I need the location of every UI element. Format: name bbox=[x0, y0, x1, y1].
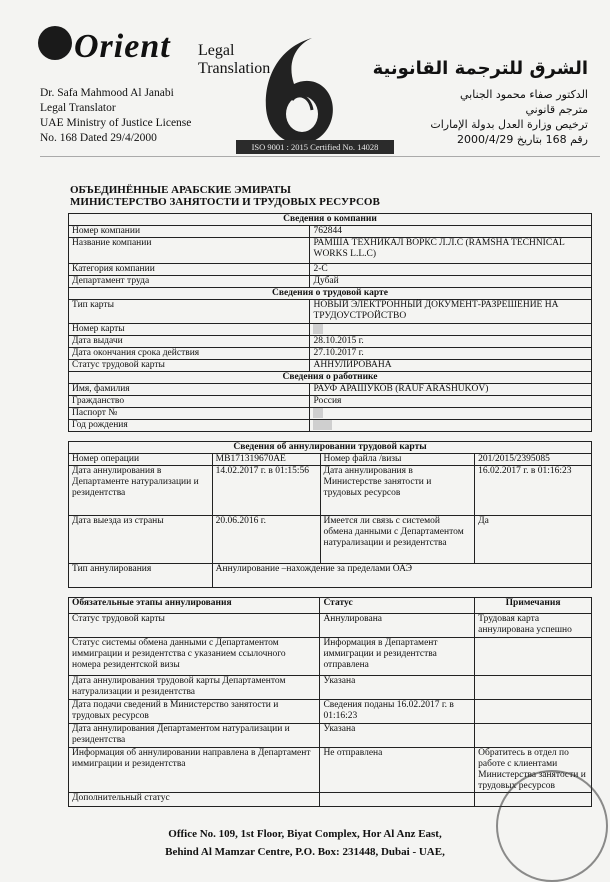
section-card: Сведения о трудовой карте bbox=[69, 288, 592, 300]
value-labor-dept: Дубай bbox=[310, 276, 592, 288]
stage-row-status: Указана bbox=[320, 676, 475, 700]
stage-row-status: Сведения поданы 16.02.2017 г. в 01:16:23 bbox=[320, 700, 475, 724]
label-card-type: Тип карты bbox=[69, 300, 310, 324]
label-file-number: Номер файла /визы bbox=[320, 454, 475, 466]
logo-subtitle: Legal Translation bbox=[198, 42, 271, 77]
value-exit-date: 20.06.2016 г. bbox=[212, 516, 320, 564]
doc-title-1: ОБЪЕДИНЁННЫЕ АРАБСКИЕ ЭМИРАТЫ bbox=[70, 184, 291, 196]
value-company-category: 2-С bbox=[310, 264, 592, 276]
arabic-license: ترخيص وزارة العدل بدولة الإمارات bbox=[430, 118, 588, 131]
value-full-name: РАУФ АРАШУКОВ (RAUF ARASHUKOV) bbox=[310, 384, 592, 396]
value-card-type: НОВЫЙ ЭЛЕКТРОННЫЙ ДОКУМЕНТ-РАЗРЕШЕНИЕ НА ТРУДОУСТРОЙСТВО bbox=[310, 300, 592, 324]
footer-address-1: Office No. 109, 1st Floor, Biyat Complex, Hor Al Anz East, bbox=[168, 828, 442, 840]
stages-table bbox=[68, 597, 592, 807]
value-expiry-date: 27.10.2017 г. bbox=[310, 348, 592, 360]
footer-address-2: Behind Al Mamzar Centre, P.O. Box: 231448, Dubai - UAE, bbox=[165, 846, 445, 858]
translator-title: Legal Translator bbox=[40, 102, 116, 114]
label-citizenship: Гражданство bbox=[69, 396, 310, 408]
value-issue-date: 28.10.2015 г. bbox=[310, 336, 592, 348]
label-company-name: Название компании bbox=[69, 238, 310, 264]
label-labor-dept: Департамент труда bbox=[69, 276, 310, 288]
iso-badge: ISO 9001 : 2015 Certified No. 14028 bbox=[236, 140, 394, 154]
label-exit-date: Дата выезда из страны bbox=[69, 516, 213, 564]
value-company-name: РАМША ТЕХНИКАЛ ВОРКС Л.Л.С (RAMSHA TECHNICAL WORKS L.L.C) bbox=[310, 238, 592, 264]
stage-row-label: Дата аннулирования трудовой карты Департаментом натурализации и резидентства bbox=[69, 676, 320, 700]
stage-row-status: Информация в Департамент иммиграции и резидентства отправлена bbox=[320, 638, 475, 676]
orient-logo-icon bbox=[38, 26, 72, 60]
label-date-naturalization: Дата аннулирования в Департаменте натурализации и резидентства bbox=[69, 466, 213, 516]
license-line: UAE Ministry of Justice License bbox=[40, 117, 192, 129]
label-expiry-date: Дата окончания срока действия bbox=[69, 348, 310, 360]
stages-head-notes: Примечания bbox=[475, 598, 592, 614]
value-file-number: 201/2015/2395085 bbox=[475, 454, 592, 466]
section-company: Сведения о компании bbox=[69, 214, 592, 226]
translator-stamp bbox=[496, 770, 608, 882]
stage-row-label: Статус трудовой карты bbox=[69, 614, 320, 638]
value-birth-year bbox=[310, 420, 592, 432]
stage-row-note bbox=[475, 700, 592, 724]
arabic-name: الدكتور صفاء محمود الجنابي bbox=[460, 88, 588, 101]
stages-head-status: Статус bbox=[320, 598, 475, 614]
stage-row-label: Статус системы обмена данными с Департаментом иммиграции и резидентства с указанием ссылочного номера резидентской визы bbox=[69, 638, 320, 676]
label-date-ministry: Дата аннулирования в Министерстве занятости и трудовых ресурсов bbox=[320, 466, 475, 516]
label-passport: Паспорт № bbox=[69, 408, 310, 420]
stages-head-stage: Обязательные этапы аннулирования bbox=[69, 598, 320, 614]
stage-row-status bbox=[320, 793, 475, 807]
license-number: No. 168 Dated 29/4/2000 bbox=[40, 132, 157, 144]
stage-row-note: Обратитесь в отдел по работе с клиентами Министерства занятости и трудовых ресурсов bbox=[475, 748, 592, 793]
logo-wordmark: Orient bbox=[74, 28, 171, 65]
value-passport bbox=[310, 408, 592, 420]
label-company-category: Категория компании bbox=[69, 264, 310, 276]
arabic-date: رقم 168 بتاريخ 2000/4/29 bbox=[457, 133, 588, 146]
emblem-six-icon bbox=[252, 30, 344, 150]
arabic-title: مترجم قانوني bbox=[525, 103, 588, 116]
section-cancel: Сведения об аннулировании трудовой карты bbox=[69, 442, 592, 454]
header-rule bbox=[40, 156, 600, 157]
stage-row-label: Информация об аннулировании направлена в Департамент иммиграции и резидентства bbox=[69, 748, 320, 793]
label-operation-number: Номер операции bbox=[69, 454, 213, 466]
info-table bbox=[68, 213, 592, 432]
doc-title-2: МИНИСТЕРСТВО ЗАНЯТОСТИ И ТРУДОВЫХ РЕСУРСОВ bbox=[70, 196, 380, 208]
stage-row-label: Дополнительный статус bbox=[69, 793, 320, 807]
stage-row-note bbox=[475, 724, 592, 748]
value-citizenship: Россия bbox=[310, 396, 592, 408]
label-birth-year: Год рождения bbox=[69, 420, 310, 432]
section-worker: Сведения о работнике bbox=[69, 372, 592, 384]
value-system-link: Да bbox=[475, 516, 592, 564]
value-cancel-type: Аннулирование –нахождение за пределами ОАЭ bbox=[212, 564, 591, 588]
label-company-number: Номер компании bbox=[69, 226, 310, 238]
stage-row-note bbox=[475, 676, 592, 700]
cancel-table bbox=[68, 441, 592, 588]
stage-row-status: Аннулирована bbox=[320, 614, 475, 638]
label-card-number: Номер карты bbox=[69, 324, 310, 336]
value-card-number bbox=[310, 324, 592, 336]
value-card-status: АННУЛИРОВАНА bbox=[310, 360, 592, 372]
stage-row-note: Трудовая карта аннулирована успешно bbox=[475, 614, 592, 638]
label-system-link: Имеется ли связь с системой обмена данными с Департаментом натурализации и резидентства bbox=[320, 516, 475, 564]
stage-row-label: Дата подачи сведений в Министерство занятости и трудовых ресурсов bbox=[69, 700, 320, 724]
value-company-number: 762844 bbox=[310, 226, 592, 238]
stage-row-status: Указана bbox=[320, 724, 475, 748]
arabic-logo: الشرق للترجمة القانونية bbox=[372, 58, 588, 79]
value-date-ministry: 16.02.2017 г. в 01:16:23 bbox=[475, 466, 592, 516]
stage-row-note bbox=[475, 638, 592, 676]
label-full-name: Имя, фамилия bbox=[69, 384, 310, 396]
label-card-status: Статус трудовой карты bbox=[69, 360, 310, 372]
label-issue-date: Дата выдачи bbox=[69, 336, 310, 348]
stage-row-label: Дата аннулирования Департаментом натурализации и резидентства bbox=[69, 724, 320, 748]
stage-row-status: Не отправлена bbox=[320, 748, 475, 793]
translator-name: Dr. Safa Mahmood Al Janabi bbox=[40, 87, 174, 99]
label-cancel-type: Тип аннулирования bbox=[69, 564, 213, 588]
value-date-naturalization: 14.02.2017 г. в 01:15:56 bbox=[212, 466, 320, 516]
value-operation-number: MB171319670AE bbox=[212, 454, 320, 466]
